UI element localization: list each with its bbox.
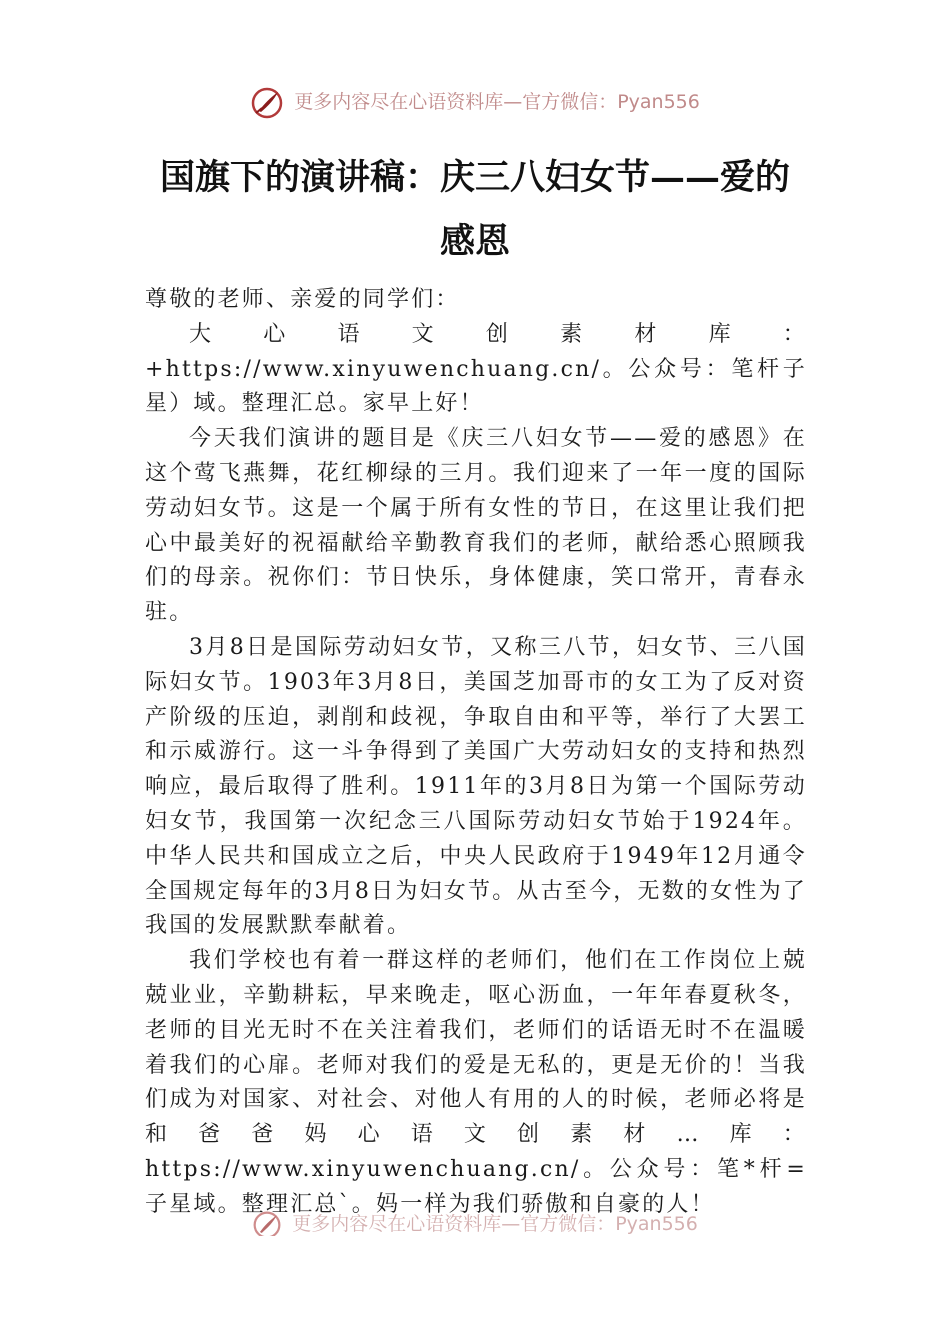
paragraph: 我们学校也有着一群这样的老师们，他们在工作岗位上兢兢业业，辛勤耕耘，早来晚走，呕心沥血，一年年春夏秋冬，老师的目光无时不在关注着我们，老师们的话语无时不在温暖着我们的心扉。老师对我们的爱是无私的，更是无价的！当我们成为对国家、对社会、对他人有用的人的时候，老师必将是和爸爸妈心语文创素材…库：https://www.xinyuwenchuang.cn/。公众号：笔*杆=子星域。整理汇总`。妈一样为我们骄傲和自豪的人！: [145, 948, 807, 1217]
page-title: 国旗下的演讲稿：庆三八妇女节——爱的感恩: [159, 157, 790, 262]
quill-logo-icon: [250, 86, 284, 120]
page-footer-watermark: [0, 1206, 950, 1236]
header-text: 更多内容尽在心语资料库—官方微信：Pyan556: [294, 91, 700, 113]
page-header-watermark: [0, 82, 950, 122]
quill-logo-icon: [252, 1210, 282, 1237]
footer-text: 更多内容尽在心语资料库—官方微信：Pyan556: [292, 1213, 698, 1235]
salutation: 尊敬的老师、亲爱的同学们：: [145, 287, 460, 312]
paragraph: 今天我们演讲的题目是《庆三八妇女节——爱的感恩》在这个莺飞燕舞，花红柳绿的三月。我们迎来了一年一度的国际劳动妇女节。这是一个属于所有女性的节日，在这里让我们把心中最美好的祝福献给辛勤教育我们的老师，献给悉心照顾我们的母亲。祝你们：节日快乐，身体健康，笑口常开，青春永驻。: [145, 426, 807, 626]
paragraph: 3月8日是国际劳动妇女节，又称三八节，妇女节、三八国际妇女节。1903年3月8日，美国芝加哥市的女工为了反对资产阶级的压迫，剥削和歧视，争取自由和平等，举行了大罢工和示威游行。这一斗争得到了美国广大劳动妇女的支持和热烈响应，最后取得了胜利。1911年的3月8日为第一个国际劳动妇女节，我国第一次纪念三八国际劳动妇女节始于1924年。中华人民共和国成立之后，中央人民政府于1949年12月通令全国规定每年的3月8日为妇女节。从古至今，无数的女性为了我国的发展默默奉献着。: [145, 634, 807, 939]
paragraph: 大心语文创素材库：+https://www.xinyuwenchuang.cn/。公众号：笔杆子星）域。整理汇总。家早上好！: [145, 321, 807, 417]
document-body: [145, 283, 807, 1218]
